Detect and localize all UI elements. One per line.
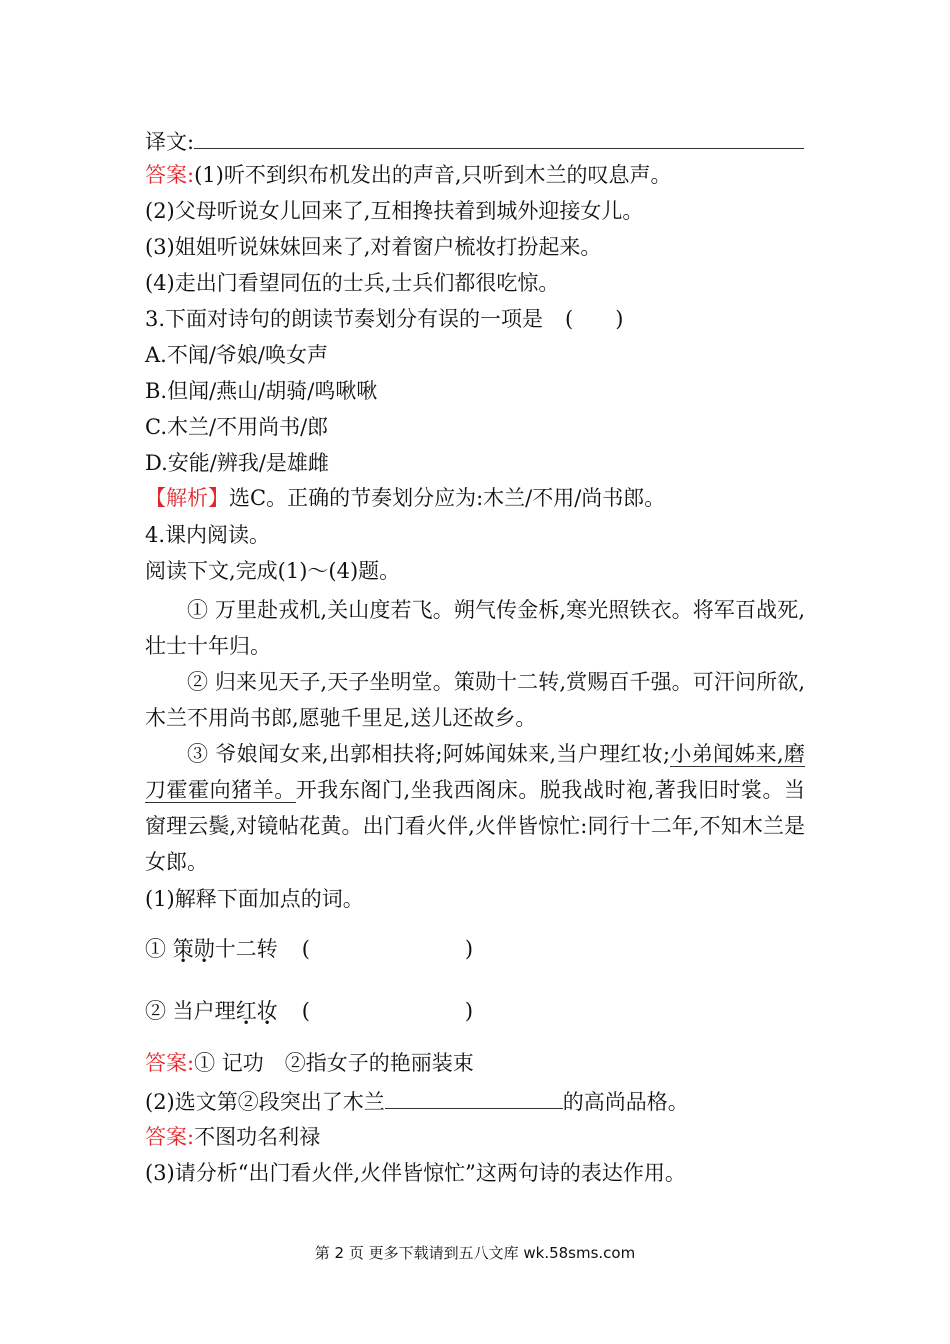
q2-answer-1 — [145, 160, 672, 190]
q4-sub2 — [145, 1086, 689, 1117]
item2-bracket-open: ( — [301, 999, 310, 1023]
page-footer: 第 2 页 更多下载请到五八文库 wk.58sms.com — [314, 1244, 636, 1262]
item2-prefix: ② 当户理 — [145, 999, 236, 1023]
q3-option-a: A.不闻/爷娘/唤女声 — [145, 343, 328, 367]
sub2-blank[interactable] — [385, 1086, 563, 1109]
item2-bracket-close: ) — [464, 999, 474, 1023]
translation-line — [145, 126, 804, 157]
q2-answer-2: (2)父母听说女儿回来了,互相搀扶着到城外迎接女儿。 — [145, 199, 644, 223]
q2-answer-3: (3)姐姐听说妹妹回来了,对着窗户梳妆打扮起来。 — [145, 235, 602, 259]
answer-label: 答案: — [145, 1125, 195, 1149]
item1-number: ① — [145, 937, 173, 961]
item1-bracket-open: ( — [301, 937, 310, 961]
p3-underlined-text: 小弟闻姊来,磨刀霍霍向猪羊。 — [145, 742, 805, 802]
q3-answer-bracket[interactable]: ( ) — [565, 307, 624, 331]
analysis-label: 【解析】 — [145, 486, 229, 510]
passage-paragraph-3 — [145, 736, 805, 880]
answer-label: 答案: — [145, 163, 195, 187]
q3-stem — [145, 304, 623, 334]
item1-dotted-char-2: 勋 — [193, 937, 215, 961]
q3-option-b: B.但闻/燕山/胡骑/鸣啾啾 — [145, 379, 378, 403]
answer-text: ① 记功 ②指女子的艳丽装束 — [194, 1051, 474, 1075]
q4-sub1: (1)解释下面加点的词。 — [145, 887, 364, 911]
p3-text-before: ③ 爷娘闻女来,出郭相扶将;阿姊闻妹来,当户理红妆; — [187, 742, 671, 766]
q4-instruction: 阅读下文,完成(1)～(4)题。 — [145, 559, 401, 583]
translation-blank[interactable] — [194, 126, 804, 149]
q3-option-d: D.安能/辨我/是雄雌 — [145, 451, 329, 475]
q2-answer-4: (4)走出门看望同伍的士兵,士兵们都很吃惊。 — [145, 271, 560, 295]
answer-label: 答案: — [145, 1051, 195, 1075]
p3-text-after: 开我东阁门,坐我西阁床。脱我战时袍,著我旧时裳。当窗理云鬓,对镜帖花黄。出门看火伴,火伴皆惊忙:同行十二年,不知木兰是女郎。 — [145, 778, 805, 874]
q3-option-c: C.木兰/不用尚书/郎 — [145, 415, 329, 439]
q4-item-1 — [145, 934, 473, 964]
q4-item-2 — [145, 996, 473, 1026]
q4-sub2-answer — [145, 1122, 320, 1152]
translation-label: 译文: — [145, 130, 195, 154]
q4-sub3: (3)请分析“出门看火伴,火伴皆惊忙”这两句诗的表达作用。 — [145, 1161, 686, 1185]
q3-stem-text: 3.下面对诗句的朗读节奏划分有误的一项是 — [145, 307, 544, 331]
sub2-text-before: (2)选文第②段突出了木兰 — [145, 1090, 385, 1114]
item1-rest: 十二转 — [214, 937, 278, 961]
passage-paragraph-1: ① 万里赴戎机,关山度若飞。朔气传金柝,寒光照铁衣。将军百战死,壮士十年归。 — [145, 598, 805, 658]
item1-bracket-close: ) — [464, 937, 474, 961]
q3-analysis — [145, 483, 665, 513]
q4-sub1-answer — [145, 1048, 474, 1078]
answer-text: 不图功名利禄 — [194, 1125, 321, 1149]
analysis-text: 选C。正确的节奏划分应为:木兰/不用/尚书郎。 — [229, 486, 666, 510]
item2-dotted-char-1: 红 — [235, 999, 257, 1023]
answer-text: (1)听不到织布机发出的声音,只听到木兰的叹息声。 — [194, 163, 672, 187]
passage-paragraph-2: ② 归来见天子,天子坐明堂。策勋十二转,赏赐百千强。可汗问所欲,木兰不用尚书郎,愿驰千里足,送儿还故乡。 — [145, 670, 805, 730]
item2-dotted-char-2: 妆 — [256, 999, 278, 1023]
sub2-text-after: 的高尚品格。 — [562, 1090, 689, 1114]
item1-dotted-char-1: 策 — [172, 937, 194, 961]
q4-title: 4.课内阅读。 — [145, 523, 271, 547]
